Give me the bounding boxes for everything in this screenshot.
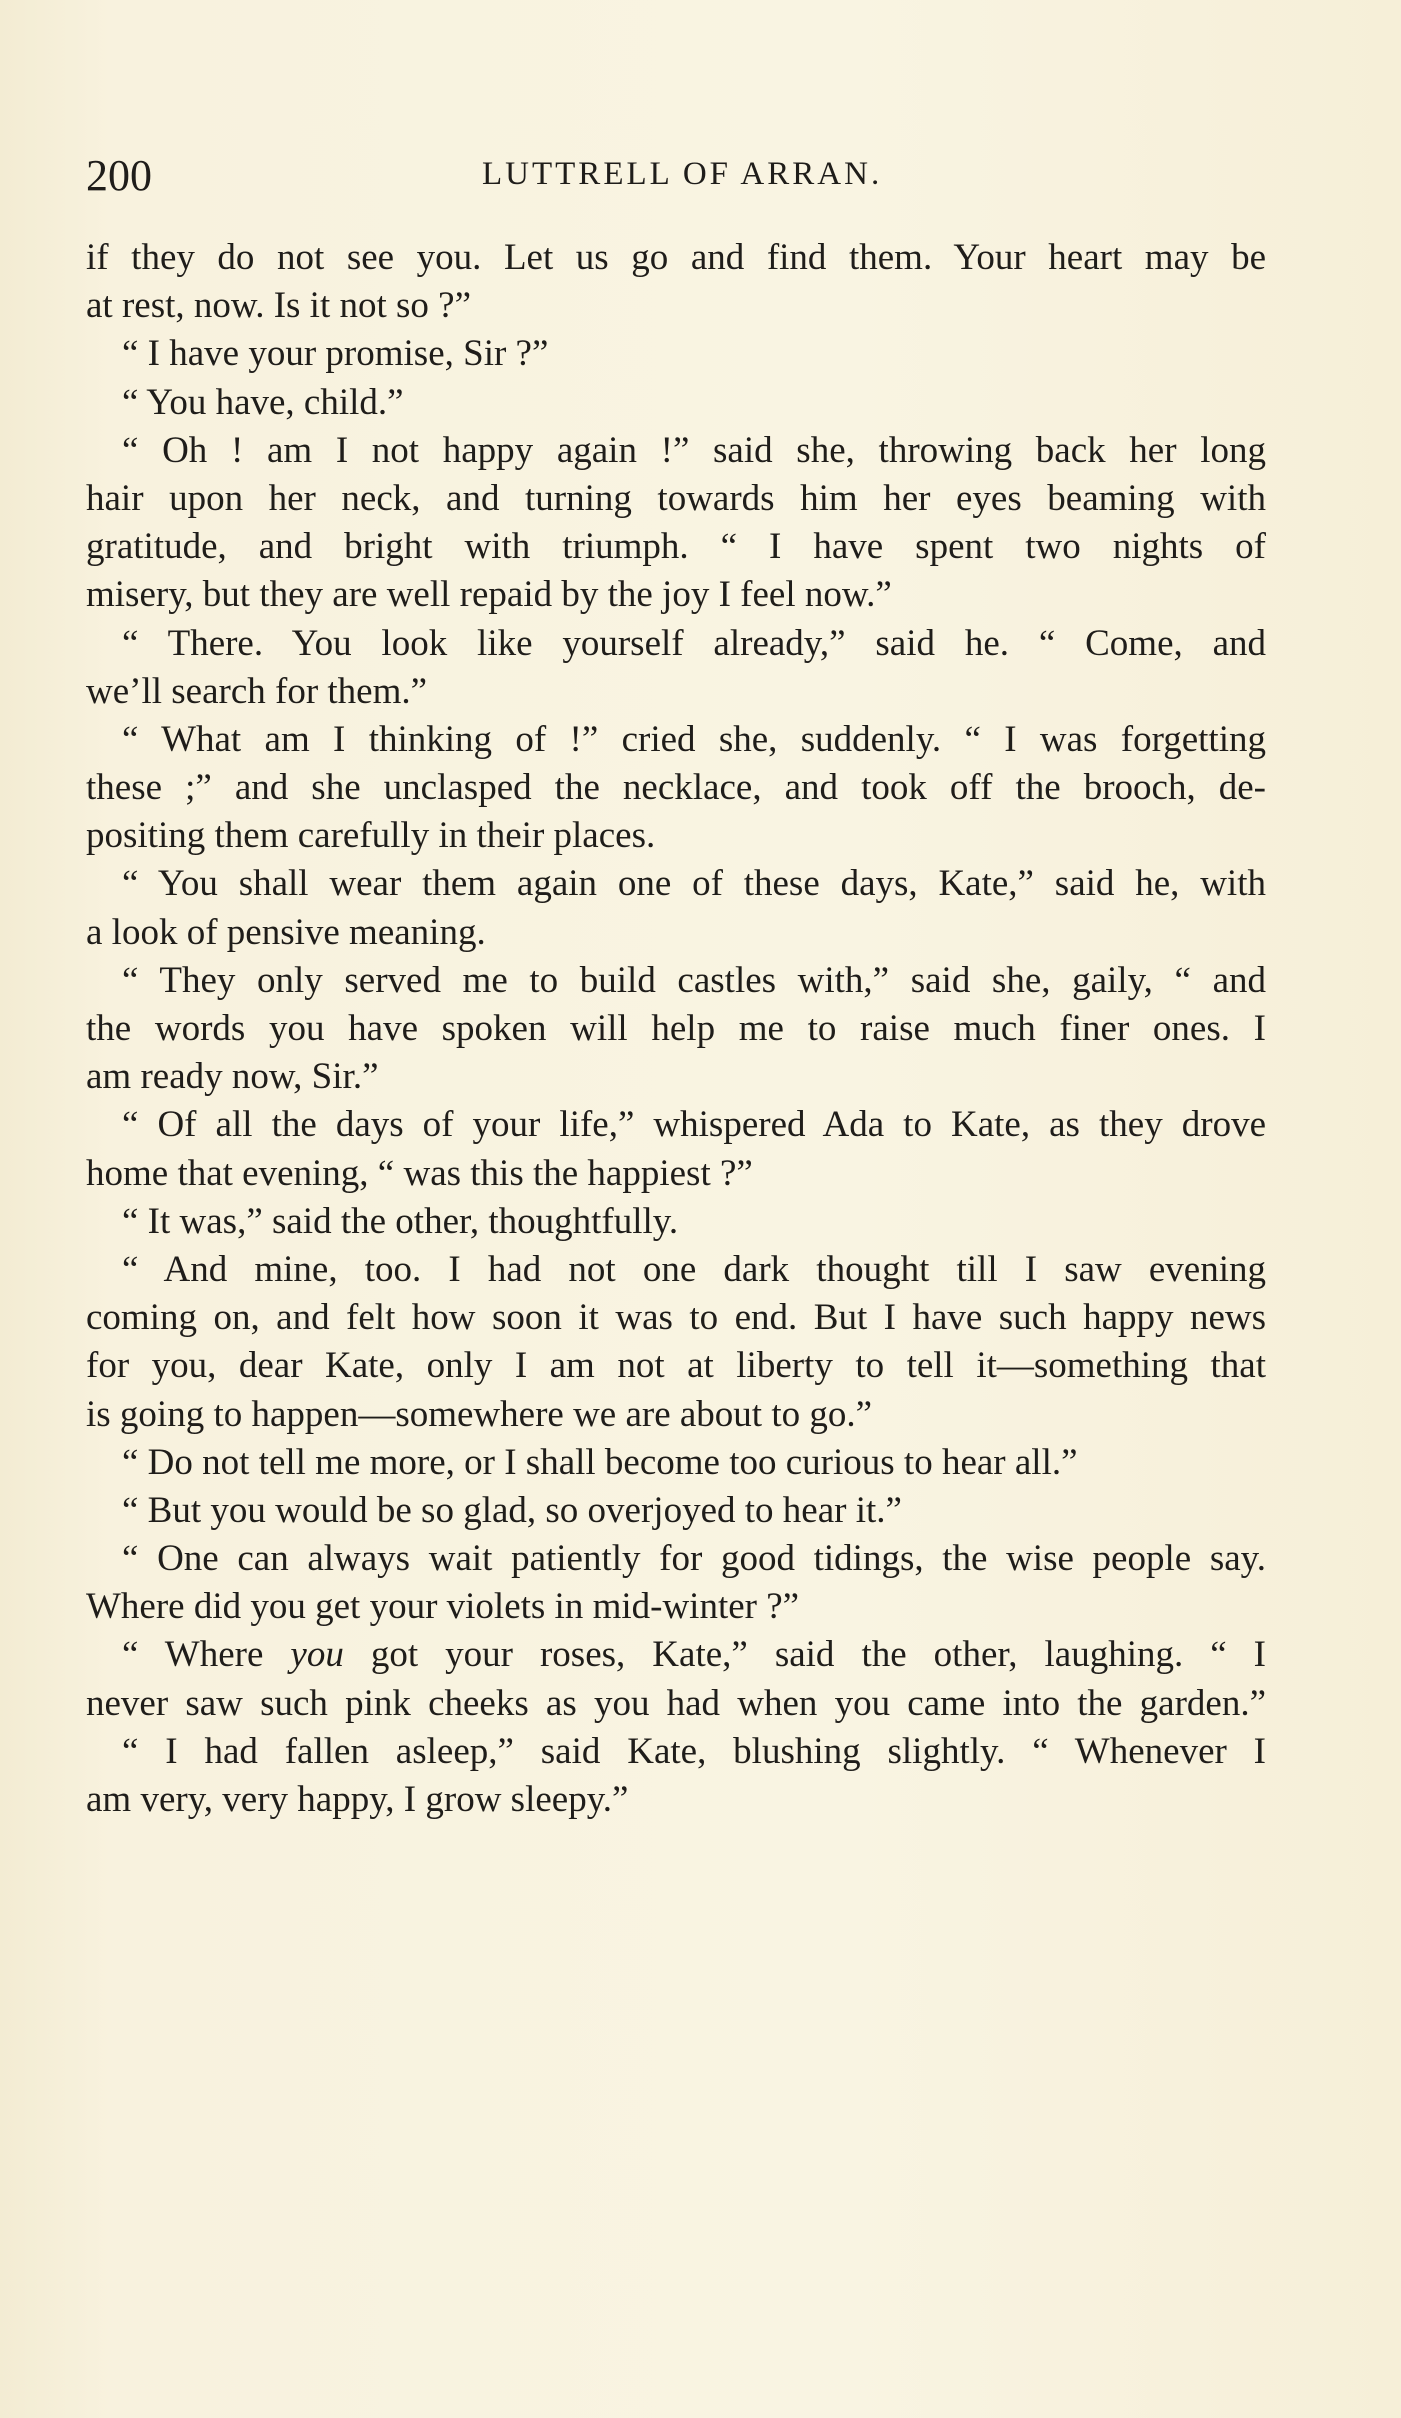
text-line: “ Of all the days of your life,” whispered Ada to Kate, as they drove	[122, 1104, 1266, 1146]
body-text	[86, 234, 1266, 1824]
text-line: misery, but they are well repaid by the joy I feel now.”	[86, 574, 892, 616]
text-line: at rest, now. Is it not so ?”	[86, 285, 471, 327]
text-line	[86, 1631, 1266, 1679]
text-line: “ You shall wear them again one of these days, Kate,” said he, with	[122, 863, 1266, 905]
text-line: gratitude, and bright with triumph. “ I have spent two nights of	[86, 526, 1266, 568]
emphasized-word: you	[290, 1634, 344, 1676]
text-line: “ There. You look like yourself already,” said he. “ Come, and	[122, 622, 1266, 664]
text-line: “ What am I thinking of !” cried she, suddenly. “ I was forgetting	[122, 718, 1266, 760]
text-segment: got your roses, Kate,” said the other, laughing. “ I	[343, 1634, 1267, 1676]
text-line: am very, very happy, I grow sleepy.”	[86, 1779, 629, 1820]
running-head	[86, 150, 1266, 210]
text-line: home that evening, “ was this the happiest ?”	[86, 1152, 753, 1194]
text-line: “ One can always wait patiently for good tidings, the wise people say.	[122, 1538, 1266, 1580]
text-line: we’ll search for them.”	[86, 670, 428, 712]
text-line: “ But you would be so glad, so overjoyed to hear it.”	[122, 1489, 902, 1531]
text-line: “ You have, child.”	[122, 381, 404, 423]
text-line: for you, dear Kate, only I am not at liberty to tell it—something that	[86, 1345, 1266, 1387]
text-line: the words you have spoken will help me to raise much finer ones. I	[86, 1008, 1266, 1049]
text-line: is going to happen—somewhere we are about to go.”	[86, 1393, 873, 1435]
text-line: “ They only served me to build castles with,” said she, gaily, “ and	[122, 959, 1266, 1001]
text-line: “ I had fallen asleep,” said Kate, blushing slightly. “ Whenever I	[122, 1730, 1266, 1772]
text-line: “ Do not tell me more, or I shall become too curious to hear all.”	[122, 1441, 1078, 1483]
text-line: a look of pensive meaning.	[86, 911, 486, 953]
text-line: these ;” and she unclasped the necklace, and took off the brooch, de-	[86, 767, 1266, 809]
text-line: if they do not see you. Let us go and find them. Your heart may be	[86, 237, 1266, 278]
text-line: “ It was,” said the other, thoughtfully.	[122, 1200, 679, 1242]
text-segment: “ Where	[122, 1634, 291, 1676]
running-title: LUTTRELL OF ARRAN.	[482, 156, 883, 192]
text-line: am ready now, Sir.”	[86, 1056, 379, 1098]
text-line: coming on, and felt how soon it was to end. But I have such happy news	[86, 1297, 1266, 1339]
page-number: 200	[86, 151, 152, 200]
text-line: “ Oh ! am I not happy again !” said she, throwing back her long	[122, 429, 1266, 471]
text-line: never saw such pink cheeks as you had when you came into the garden.”	[86, 1682, 1266, 1724]
text-line: “ And mine, too. I had not one dark thought till I saw evening	[122, 1248, 1266, 1290]
text-line: positing them carefully in their places.	[86, 815, 656, 857]
text-line: hair upon her neck, and turning towards him her eyes beaming with	[86, 477, 1266, 519]
text-line: “ I have your promise, Sir ?”	[122, 333, 549, 375]
text-line: Where did you get your violets in mid-winter ?”	[86, 1586, 800, 1628]
